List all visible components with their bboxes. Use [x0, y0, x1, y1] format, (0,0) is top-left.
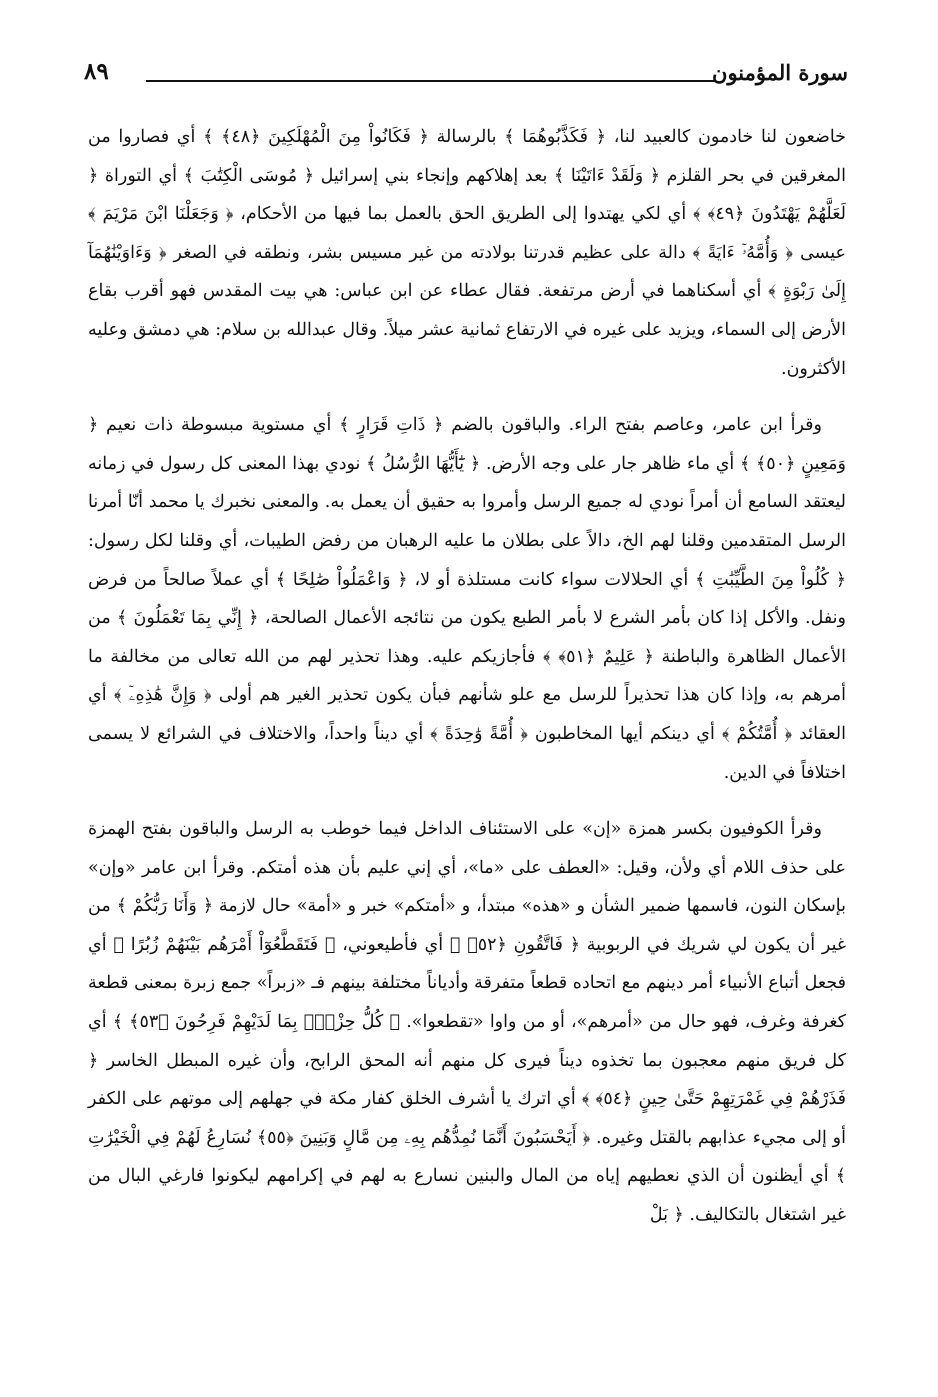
page-header	[84, 56, 848, 96]
paragraph: خاضعون لنا خادمون كالعبيد لنا، ﴿ فَكَذَّبُوهُمَا ﴾ بالرسالة ﴿ فَكَانُواْ مِنَ الْمُهْلَكِينَ ﴿٤٨﴾ ﴾ أي فصاروا من المغرقين في بحر القلزم ﴿ وَلَقَدْ ءَاتَيْنَا ﴾ بعد إهلاكهم وإنجاء بني إسرائيل ﴿ مُوسَى الْكِتَٰبَ ﴾ أي التوراة ﴿ لَعَلَّهُمْ يَهْتَدُونَ ﴿٤٩﴾ ﴾ أي لكي يهتدوا إلى الطريق الحق بالعمل بما فيها من الأحكام، ﴿ وَجَعَلْنَا ابْنَ مَرْيَمَ ﴾ عيسى ﴿ وَأُمَّهُۥٓ ءَايَةً ﴾ دالة على عظيم قدرتنا بولادته من غير مسيس بشر، ونطقه في الصغر ﴿ وَءَاوَيْنَٰهُمَآ إِلَىٰ رَبْوَةٍ ﴾ أي أسكناهما في أرض مرتفعة. فقال عطاء عن ابن عباس: هي بيت المقدس فهو أقرب بقاع الأرض إلى السماء، ويزيد على غيره في الارتفاع ثمانية عشر ميلاً. وقال عبدالله بن سلام: هي دمشق وعليه الأكثرون.	[88, 127, 846, 379]
header-rule	[146, 80, 716, 82]
page-number: ٨٩	[84, 58, 109, 85]
surah-title: سورة المؤمنون	[712, 60, 848, 85]
paragraph: وقرأ ابن عامر، وعاصم بفتح الراء. والباقون بالضم ﴿ ذَاتِ قَرَارٍ ﴾ أي مستوية مبسوطة ذات نعيم ﴿ وَمَعِينٍ ﴿٥٠﴾ ﴾ أي ماء ظاهر جار على وجه الأرض. ﴿ يَٰٓأَيُّهَا الرُّسُلُ ﴾ نودي بهذا المعنى كل رسول في زمانه ليعتقد السامع أن أمراً نودي له جميع الرسل وأمروا به حقيق أن يعمل به. والمعنى نخبرك يا محمد أنّا أمرنا الرسل المتقدمين وقلنا لهم الخ، دالاً على بطلان ما عليه الرهبان من رفض الطيبات، أي وقلنا لكل رسول: ﴿ كُلُواْ مِنَ الطَّيِّبَٰتِ ﴾ أي الحلالات سواء كانت مستلذة أو لا، ﴿ وَاعْمَلُواْ صَٰلِحًا ﴾ أي عملاً صالحاً من فرض ونفل. والأكل إذا كان بأمر الشرع لا بأمر الطبع يكون من نتائجه الأعمال الصالحة، ﴿ إِنِّي بِمَا تَعْمَلُونَ ﴾ من الأعمال الظاهرة والباطنة ﴿ عَلِيمٌ ﴿٥١﴾ ﴾ فأجازيكم عليه. وهذا تحذير لهم من الله تعالى من مخالفة ما أمرهم به، وإذا كان هذا تحذيراً للرسل مع علو شأنهم فبأن يكون تحذير الغير هم أولى ﴿ وَإِنَّ هَٰذِهِۦٓ ﴾ أي العقائد ﴿ أُمَّتُكُمْ ﴾ أي دينكم أيها المخاطبون ﴿ أُمَّةً وَٰحِدَةً ﴾ أي ديناً واحداً، والاختلاف في الشرائع لا يسمى اختلافاً في الدين.	[88, 415, 846, 783]
tafsir-text	[88, 118, 846, 1235]
paragraph: وقرأ الكوفيون بكسر همزة «إن» على الاستئناف الداخل فيما خوطب به الرسل والباقون بفتح الهمزة على حذف اللام أي ولأن، وقيل: «العطف على «ما»، أي إني عليم بأن هذه أمتكم. وقرأ ابن عامر «وإن» بإسكان النون، فاسمها ضمير الشأن و «هذه» مبتدأ، و «أمتكم» خبر و «أمة» حال لازمة ﴿ وَأَنَا رَبُّكُمْ ﴾ من غير أن يكون لي شريك في الربوبية ﴿ فَاتَّقُونِ ﴿٥٢﴾ ﴾ أي فأطيعوني، ﴿ فَتَقَطَّعُوٓاْ أَمْرَهُم بَيْنَهُمْ زُبُرًا ﴾ أي فجعل أتباع الأنبياء أمر دينهم مع اتحاده قطعاً متفرقة وأدياناً مختلفة بينهم فـ «زبراً» جمع زبرة بمعنى قطعة كغرفة وغرف، فهو حال من «أمرهم»، أو من واوا «تقطعوا». ﴿ كُلُّ حِزْبٍۭ بِمَا لَدَيْهِمْ فَرِحُونَ ﴿٥٣﴾ ﴾ أي كل فريق منهم معجبون بما تخذوه ديناً فيرى كل منهم أنه المحق الرابح، وأن غيره المبطل الخاسر ﴿ فَذَرْهُمْ فِي غَمْرَتِهِمْ حَتَّىٰ حِينٍ ﴿٥٤﴾ ﴾ أي اترك يا أشرف الخلق كفار مكة في جهلهم إلى موتهم على الكفر أو إلى مجيء عذابهم بالقتل وغيره. ﴿ أَيَحْسَبُونَ أَنَّمَا نُمِدُّهُم بِهِۦ مِن مَّالٍ وَبَنِينَ ﴿٥٥﴾ نُسَارِعُ لَهُمْ فِي الْخَيْرَٰتِ ﴾ أي أيظنون أن الذي نعطيهم إياه من المال والبنين نسارع به لهم في إكرامهم ليكونوا فارغي البال من غير اشتغال بالتكاليف. ﴿ بَلْ	[88, 819, 847, 1226]
